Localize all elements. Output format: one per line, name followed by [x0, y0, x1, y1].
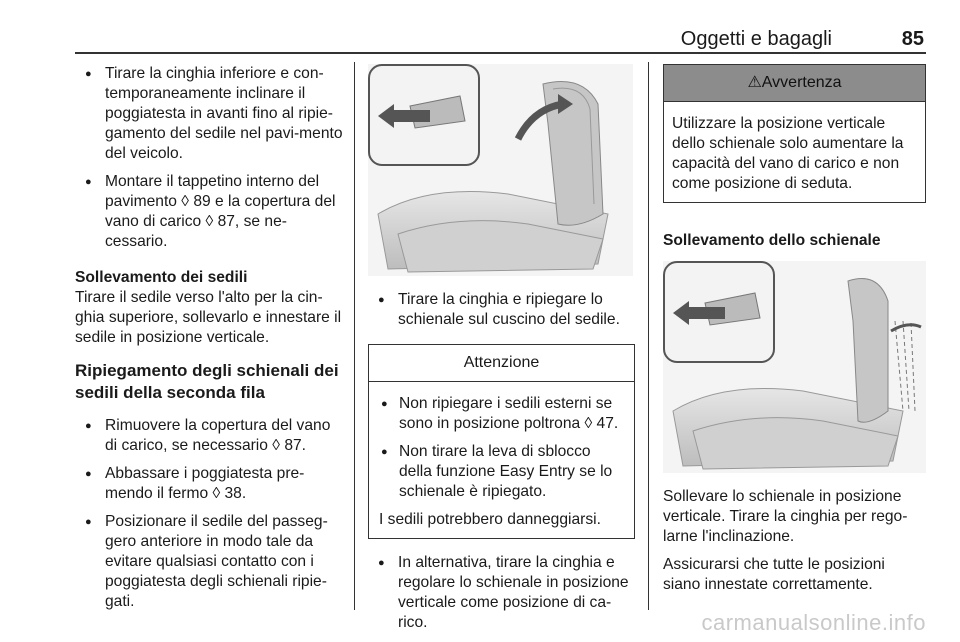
attention-note: I sedili potrebbero danneggiarsi.: [379, 511, 601, 528]
attention-item: ● Non ripiegare i sedili esterni se sono in posizione poltrona ◊ 47.: [377, 394, 626, 434]
pull-strap-drawing: [370, 66, 478, 164]
detail-inset: [368, 64, 480, 166]
paragraph: Tirare il sedile verso l'alto per la cin-ghia superiore, sollevarlo e innestare il sedile in posizione verticale.: [75, 289, 342, 346]
detail-inset: [663, 261, 775, 363]
attention-box: [368, 344, 635, 539]
pull-strap-drawing: [665, 263, 773, 361]
column-3: [663, 64, 926, 603]
chapter-title: Oggetti e bagagli: [680, 28, 832, 50]
list-item: ● Montare il tappetino interno del pavimento ◊ 89 e la copertura del vano di carico ◊ 87, se ne-cessario.: [75, 172, 345, 252]
column-divider-1: [354, 62, 355, 610]
paragraph: Assicurarsi che tutte le posizioni siano innestate correttamente.: [663, 556, 885, 593]
page-number: 85: [901, 28, 924, 50]
list-item: ● In alternativa, tirare la cinghia e regolare lo schienale in posizione verticale come posizione di ca-rico.: [368, 553, 635, 633]
list-item: ● Tirare la cinghia inferiore e con-temporaneamente inclinare il poggiatesta in avanti fino al ripie-gamento del sedile nel pavi-mento del veicolo.: [75, 64, 345, 164]
column-2: [368, 64, 635, 641]
paragraph: Sollevare lo schienale in posizione verticale. Tirare la cinghia per rego-larne l'inclinazione.: [663, 488, 908, 545]
subheading-raise-backrest: Sollevamento dello schienale: [663, 232, 881, 249]
site-watermark: carmanualsonline.info: [701, 610, 926, 635]
column-divider-2: [648, 62, 649, 610]
section-heading: Ripiegamento degli schienali dei sedili della seconda fila: [75, 361, 339, 402]
list-item: ● Rimuovere la copertura del vano di carico, se necessario ◊ 87.: [75, 416, 345, 456]
subheading-raise-seats: Sollevamento dei sedili: [75, 269, 248, 286]
warning-text: Utilizzare la posizione verticale dello schienale solo aumentare la capacità del vano di carico e non come posizione di seduta.: [672, 115, 904, 192]
list-item: ● Abbassare i poggiatesta pre-mendo il fermo ◊ 38.: [75, 464, 345, 504]
attention-title: Attenzione: [369, 345, 634, 382]
seat-raise-illustration: [663, 261, 926, 473]
warning-box: [663, 64, 926, 203]
warning-title: ⚠Avvertenza: [664, 65, 925, 102]
attention-item: ● Non tirare la leva di sblocco della funzione Easy Entry se lo schienale è ripiegato.: [377, 442, 626, 502]
seat-fold-illustration: [368, 64, 633, 276]
list-item: ● Posizionare il sedile del passeg-gero anteriore in modo tale da evitare qualsiasi contatto con i poggiatesta degli schienali ripie-gati.: [75, 512, 345, 612]
list-item: ● Tirare la cinghia e ripiegare lo schienale sul cuscino del sedile.: [368, 290, 635, 330]
header-divider: [75, 52, 926, 54]
column-1: [75, 64, 345, 620]
